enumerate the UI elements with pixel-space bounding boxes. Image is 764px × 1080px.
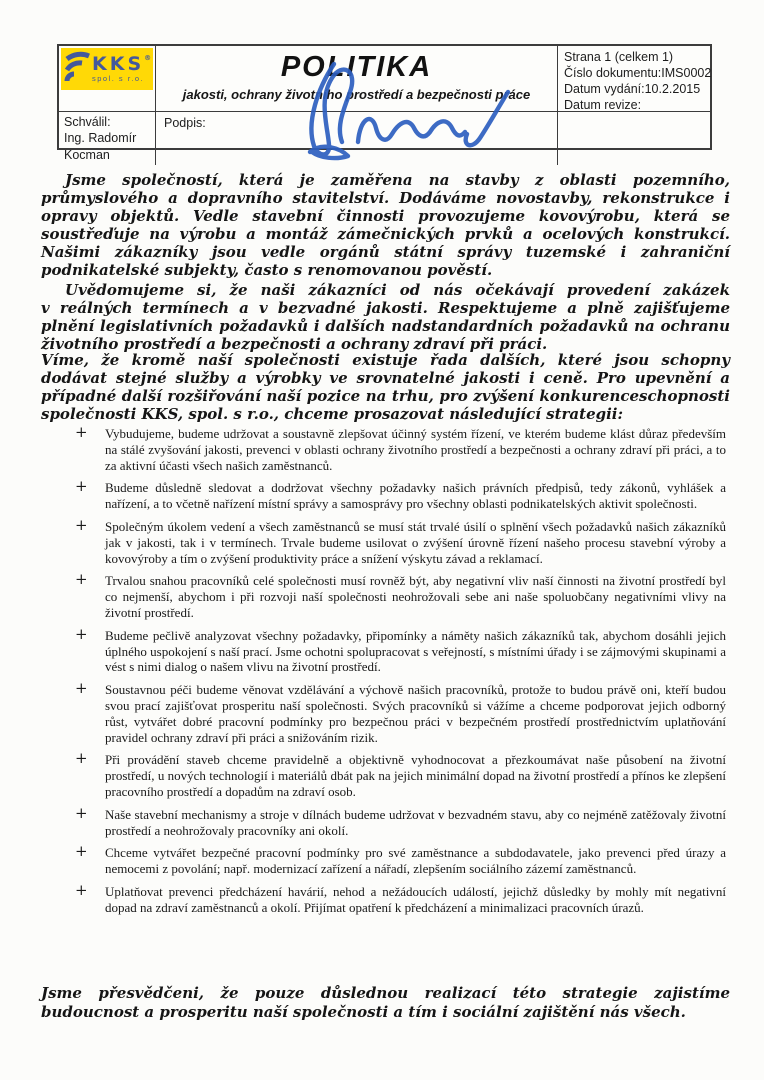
bullet-text: Chceme vytvářet bezpečné pracovní podmínky pro své zaměstnance a subdodavatele, jako prevenci před úrazy a nemocemi z povolání; např. modernizací zařízení a nářadí, zlepšením sociálního zázemí zaměstnanců. <box>105 845 726 877</box>
policy-bullet-item <box>75 570 726 620</box>
bullet-text: Vybudujeme, budeme udržovat a soustavně zlepšovat účinný systém řízení, ve kterém budeme klást důraz především na stálé zvyšování jakosti, prevenci v oblasti ochrany životního prostředí a bezpečnosti a ochrany zdraví při práci, a to za aktivní účasti všech našich zaměstnanců. <box>105 426 726 473</box>
plus-bullet-icon: + <box>75 880 88 899</box>
policy-bullet-item <box>75 803 726 839</box>
intro-paragraph-3: Víme, že kromě naší společnosti existuje řada dalších, které jsou schopny dodávat stejné služby a výrobky ve srovnatelné jakosti i ceně. Pro upevnění a případné další rozšiřování naší pozice na trhu, pro zvýšení konkurenceschopnosti společnosti KKS, spol. s r.o., chceme prosazovat následující strategii: <box>41 351 730 423</box>
intro-paragraph-1: Jsme společností, která je zaměřena na stavby z oblasti pozemního, průmyslového a dopravního stavitelství. Dodáváme novostavby, rekonstrukce i opravy objektů. Vedle stavební činnosti provozujeme kovovýrobu, která se soustřeďuje na výrobu a montáž zámečnických prvků a ocelových konstrukcí. Našimi zákazníky jsou vedle orgánů státní správy tuzemské i zahraniční podnikatelské subjekty, často s renomovanou pověstí. <box>41 171 730 279</box>
plus-bullet-icon: + <box>75 515 88 534</box>
plus-bullet-icon: + <box>75 842 88 861</box>
document-meta-cell <box>558 46 710 112</box>
policy-bullet-item <box>75 679 726 745</box>
bullet-text: Budeme pečlivě analyzovat všechny požadavky, připomínky a náměty našich zákazníků tak, abychom dosáhli jejich úplného uspokojení s naší prací. Jsme ochotni spolupracovat s veřejností, s místními úřady i se zájmovými skupinami a vést s nimi dialog o našem vlivu na životní prostředí. <box>105 627 726 675</box>
meta-empty-cell <box>558 112 710 165</box>
plus-bullet-icon: + <box>75 423 88 441</box>
registered-trademark-icon: ® <box>144 54 152 63</box>
intro-paragraph-2: Uvědomujeme si, že naši zákazníci od nás očekávají provedení zakázek v reálných termínech a v bezvadné jakosti. Respektujeme a plně zajišťujeme plnění legislativních požadavků i dalších nadstandardních požadavků na ochranu životního prostředí a bezpečnosti a ochrany zdraví při práci. <box>41 281 730 353</box>
document-title: POLITIKA <box>280 51 433 83</box>
approved-label: Schválil: <box>64 115 111 129</box>
revision-date: Datum revize: <box>564 98 642 112</box>
policy-bullet-item <box>75 515 726 566</box>
plus-bullet-icon: + <box>75 749 88 768</box>
issue-date: Datum vydání:10.2.2015 <box>564 82 701 96</box>
signature-label: Podpis: <box>164 116 206 130</box>
document-header-table <box>57 44 712 162</box>
signature-cell <box>156 112 558 165</box>
closing-statement: Jsme přesvědčeni, že pouze důslednou realizací této strategie zajistíme budoucnost a prosperitu naší společnosti a tím i sociální zajištění nás všech. <box>41 984 730 1021</box>
policy-bullet-item <box>75 880 726 916</box>
approved-by-name: Ing. Radomír Kocman <box>64 131 137 162</box>
logo-text-block <box>92 55 151 83</box>
policy-bullet-item <box>75 477 726 512</box>
bullet-text: Trvalou snahou pracovníků celé společnosti musí rovněž být, aby negativní vliv naší činnosti na životní prostředí byl co nejmenší, abychom i při rozvoji naší společnosti neohrožovali sebe ani naše spoluobčany negativními vlivy na životní prostředí. <box>105 573 726 620</box>
bullet-text: Při provádění staveb chceme pravidelně a objektivně vyhodnocovat a přezkoumávat naše působení na životní prostředí, u nových technologií i materiálů dbát pak na jejich minimální dopad na životní prostředí a přínos ke zlepšení pracovního prostředí a dopadům na zdraví osob. <box>105 752 726 799</box>
plus-bullet-icon: + <box>75 624 88 643</box>
bullet-text: Budeme důsledně sledovat a dodržovat všechny požadavky našich právních předpisů, tedy zákonů, vyhlášek a nařízení, a to včetně nařízení místní správy a samosprávy pro všechny oblasti podnikatelských aktivit společnosti. <box>105 480 726 512</box>
logo-cell <box>59 46 156 112</box>
strategy-bullet-list <box>75 423 726 923</box>
bullet-text: Naše stavební mechanismy a stroje v dílnách budeme udržovat v bezvadném stavu, aby co nejméně zatěžovaly životní prostředí a neohrožovaly pracovníky ani okolí. <box>105 806 726 838</box>
policy-bullet-item <box>75 423 726 473</box>
bullet-text: Společným úkolem vedení a všech zaměstnanců se musí stát trvalé úsilí o splnění všech požadavků našich zákazníků jak v jakosti, tak i v termínech. Trvale budeme usilovat o zvýšení úrovně řízení našeho procesu stavební výroby a kovovýroby a tím o zvýšení produktivity práce a snížení výskytu závad a reklamací. <box>105 518 726 566</box>
bullet-text: Soustavnou péči budeme věnovat vzdělávání a výchově našich pracovníků, protože to budou právě oni, kteří budou svou prací zajišťovat prosperitu naší společnosti. Svých pracovníků si vážíme a chceme podporovat jejich odborný růst, vytvářet dobré pracovní podmínky pro bezpečnou práci v bezpečném prostředí prostřednictvím uplatňování pravidel ochrany zdraví při práci a snižováním rizik. <box>105 682 726 745</box>
policy-bullet-item <box>75 749 726 799</box>
document-number: Číslo dokumentu:IMS0002 <box>564 66 712 80</box>
plus-bullet-icon: + <box>75 803 88 822</box>
plus-bullet-icon: + <box>75 477 88 496</box>
company-logo <box>61 48 153 90</box>
plus-bullet-icon: + <box>75 570 88 589</box>
plus-bullet-icon: + <box>75 679 88 698</box>
logo-wordmark: KKS® <box>92 53 152 76</box>
policy-bullet-item <box>75 842 726 877</box>
policy-bullet-item <box>75 624 726 675</box>
page-info: Strana 1 (celkem 1) <box>564 50 674 64</box>
logo-arcs-icon <box>64 51 90 87</box>
document-subtitle: jakosti, ochrany životního prostředí a bezpečnosti práce <box>182 87 531 102</box>
title-cell <box>156 46 558 112</box>
approver-cell <box>59 112 156 165</box>
logo-subtitle: spol. s r.o. <box>92 74 145 84</box>
bullet-text: Uplatňovat prevenci předcházení havárií, nehod a nežádoucích událostí, jejichž důsledky by mohly mít negativní dopad na zdraví zaměstnanců a okolí. Přijímat opatření k předcházení a minimalizaci pracovních úrazů. <box>105 883 726 915</box>
